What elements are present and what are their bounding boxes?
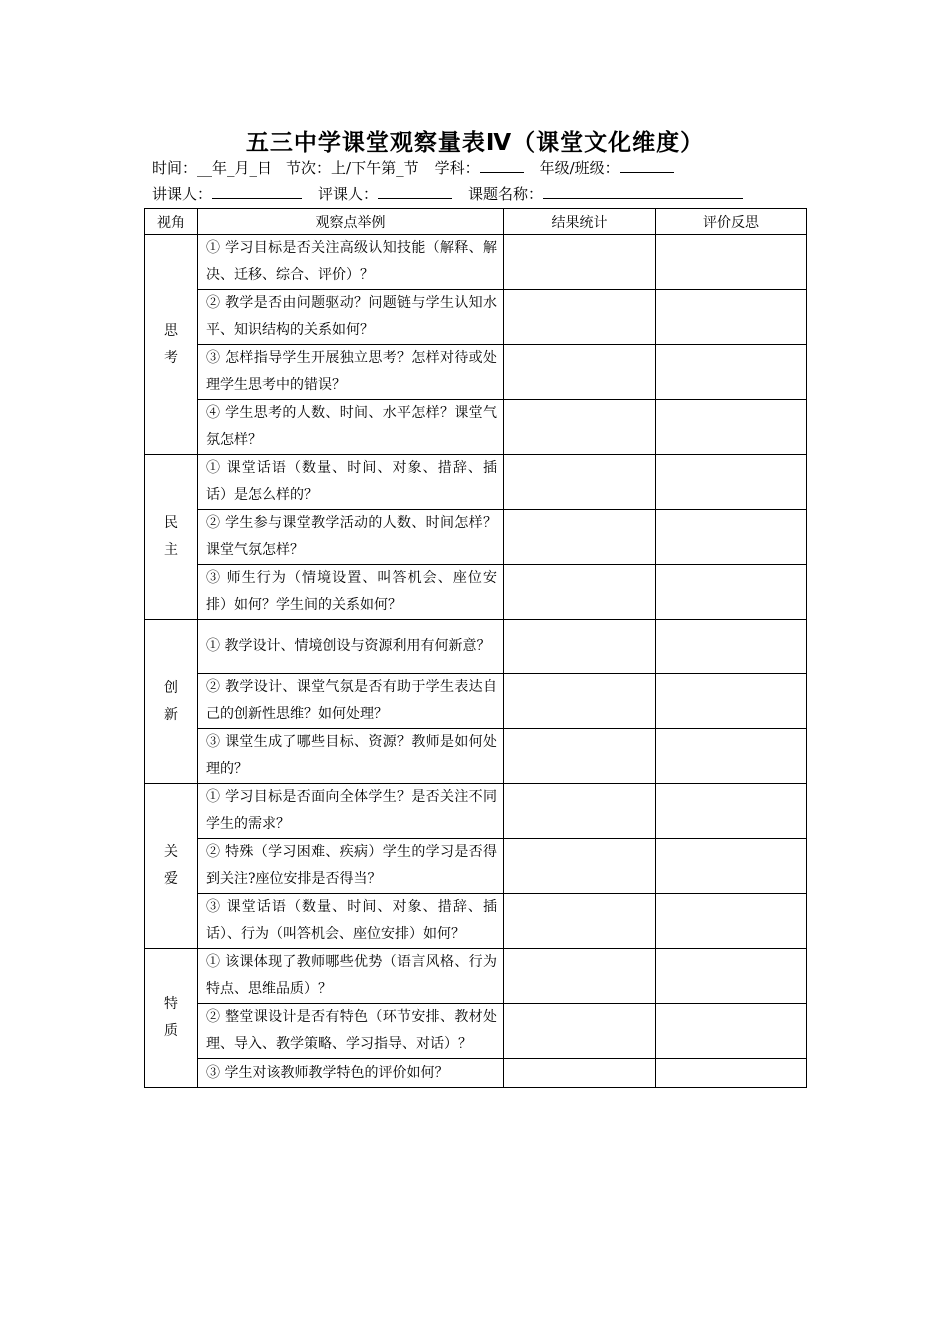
header-dimension: 视角: [145, 209, 198, 235]
observation-point: ③ 学生对该教师教学特色的评价如何？: [198, 1059, 504, 1088]
evaluation-reflection-cell[interactable]: [656, 290, 807, 345]
evaluation-reflection-cell[interactable]: [656, 345, 807, 400]
meta-blank-line[interactable]: [543, 183, 743, 199]
header-observation-points: 观察点举例: [198, 209, 504, 235]
observation-point: ② 整堂课设计是否有特色（环节安排、教材处理、导入、教学策略、学习指导、对话）？: [198, 1004, 504, 1059]
result-statistics-cell[interactable]: [504, 729, 656, 784]
meta-field: [468, 185, 743, 203]
table-row: [145, 455, 807, 510]
observation-point: ② 教学是否由问题驱动？问题链与学生认知水平、知识结构的关系如何？: [198, 290, 504, 345]
meta-field: [152, 185, 302, 203]
dimension-cell: [145, 784, 198, 949]
table-row: [145, 565, 807, 620]
observation-point: ③ 课堂话语（数量、时间、对象、措辞、插话）、行为（叫答机会、座位安排）如何？: [198, 894, 504, 949]
table-row: [145, 620, 807, 674]
meta-label: 时间：__年_月_日: [152, 159, 273, 177]
dimension-label: 爱: [164, 871, 178, 887]
dimension-label: 主: [164, 542, 178, 558]
evaluation-reflection-cell[interactable]: [656, 400, 807, 455]
dimension-cell: [145, 620, 198, 784]
table-row: [145, 290, 807, 345]
observation-point: ③ 课堂生成了哪些目标、资源？教师是如何处理的？: [198, 729, 504, 784]
table-row: [145, 894, 807, 949]
result-statistics-cell[interactable]: [504, 1004, 656, 1059]
result-statistics-cell[interactable]: [504, 1059, 656, 1088]
dimension-label: 特: [164, 996, 178, 1012]
table-row: [145, 400, 807, 455]
evaluation-reflection-cell[interactable]: [656, 894, 807, 949]
evaluation-reflection-cell[interactable]: [656, 1004, 807, 1059]
table-row: [145, 949, 807, 1004]
result-statistics-cell[interactable]: [504, 235, 656, 290]
dimension-label: 民: [164, 515, 178, 531]
table-row: [145, 729, 807, 784]
meta-field: [435, 159, 524, 177]
header-result-statistics: 结果统计: [504, 209, 656, 235]
meta-blank-line[interactable]: [378, 183, 452, 199]
table-row: [145, 839, 807, 894]
dimension-label: 考: [164, 349, 178, 366]
dimension-label: 质: [164, 1023, 178, 1039]
observation-point: ③ 师生行为（情境设置、叫答机会、座位安排）如何？学生间的关系如何？: [198, 565, 504, 620]
meta-label: 年级/班级：: [539, 159, 620, 177]
evaluation-reflection-cell[interactable]: [656, 565, 807, 620]
result-statistics-cell[interactable]: [504, 455, 656, 510]
result-statistics-cell[interactable]: [504, 510, 656, 565]
result-statistics-cell[interactable]: [504, 620, 656, 674]
dimension-label: 创: [164, 679, 178, 696]
result-statistics-cell[interactable]: [504, 949, 656, 1004]
dimension-cell: [145, 455, 198, 620]
meta-label: 讲课人：: [152, 185, 213, 203]
observation-point: ① 学习目标是否面向全体学生？是否关注不同学生的需求？: [198, 784, 504, 839]
observation-point: ④ 学生思考的人数、时间、水平怎样？课堂气氛怎样？: [198, 400, 504, 455]
result-statistics-cell[interactable]: [504, 290, 656, 345]
header-evaluation-reflection: 评价反思: [656, 209, 807, 235]
evaluation-reflection-cell[interactable]: [656, 949, 807, 1004]
observation-point: ① 教学设计、情境创设与资源利用有何新意？: [198, 620, 504, 674]
evaluation-reflection-cell[interactable]: [656, 839, 807, 894]
meta-blank-line[interactable]: [620, 157, 674, 173]
observation-point: ② 教学设计、课堂气氛是否有助于学生表达自己的创新性思维？如何处理？: [198, 674, 504, 729]
dimension-cell: [145, 235, 198, 455]
evaluation-reflection-cell[interactable]: [656, 729, 807, 784]
table-row: [145, 345, 807, 400]
meta-line-1: [152, 157, 674, 178]
result-statistics-cell[interactable]: [504, 400, 656, 455]
table-row: [145, 1059, 807, 1088]
observation-point: ② 特殊（学习困难、疾病）学生的学习是否得到关注?座位安排是否得当？: [198, 839, 504, 894]
dimension-label: 关: [164, 844, 178, 860]
evaluation-reflection-cell[interactable]: [656, 674, 807, 729]
meta-field: [152, 159, 272, 177]
meta-label: 学科：: [434, 159, 480, 177]
observation-table: [144, 208, 807, 1088]
evaluation-reflection-cell[interactable]: [656, 1059, 807, 1088]
result-statistics-cell[interactable]: [504, 674, 656, 729]
observation-point: ① 学习目标是否关注高级认知技能（解释、解决、迁移、综合、评价）？: [198, 235, 504, 290]
evaluation-reflection-cell[interactable]: [656, 235, 807, 290]
meta-label: 评课人：: [318, 185, 379, 203]
result-statistics-cell[interactable]: [504, 565, 656, 620]
meta-line-2: [152, 183, 743, 204]
meta-blank-line[interactable]: [212, 183, 302, 199]
meta-field: [318, 185, 452, 203]
observation-point: ① 课堂话语（数量、时间、对象、措辞、插话）是怎么样的？: [198, 455, 504, 510]
observation-point: ② 学生参与课堂教学活动的人数、时间怎样？课堂气氛怎样？: [198, 510, 504, 565]
result-statistics-cell[interactable]: [504, 894, 656, 949]
meta-label: 课题名称：: [468, 185, 544, 203]
evaluation-reflection-cell[interactable]: [656, 510, 807, 565]
dimension-label: 新: [164, 706, 178, 723]
dimension-label: 思: [164, 322, 178, 339]
table-row: [145, 784, 807, 839]
result-statistics-cell[interactable]: [504, 345, 656, 400]
meta-label: 节次：上/下午第_节: [286, 159, 419, 177]
evaluation-reflection-cell[interactable]: [656, 784, 807, 839]
meta-blank-line[interactable]: [480, 157, 524, 173]
dimension-cell: [145, 949, 198, 1088]
result-statistics-cell[interactable]: [504, 839, 656, 894]
table-header-row: [145, 209, 807, 235]
evaluation-reflection-cell[interactable]: [656, 455, 807, 510]
evaluation-reflection-cell[interactable]: [656, 620, 807, 674]
observation-point: ① 该课体现了教师哪些优势（语言风格、行为特点、思维品质）？: [198, 949, 504, 1004]
table-row: [145, 510, 807, 565]
observation-point: ③ 怎样指导学生开展独立思考？怎样对待或处理学生思考中的错误？: [198, 345, 504, 400]
result-statistics-cell[interactable]: [504, 784, 656, 839]
meta-field: [540, 159, 674, 177]
page-title: 五三中学课堂观察量表Ⅳ（课堂文化维度）: [245, 130, 705, 156]
table-row: [145, 1004, 807, 1059]
table-row: [145, 674, 807, 729]
meta-field: [286, 159, 419, 177]
table-row: [145, 235, 807, 290]
